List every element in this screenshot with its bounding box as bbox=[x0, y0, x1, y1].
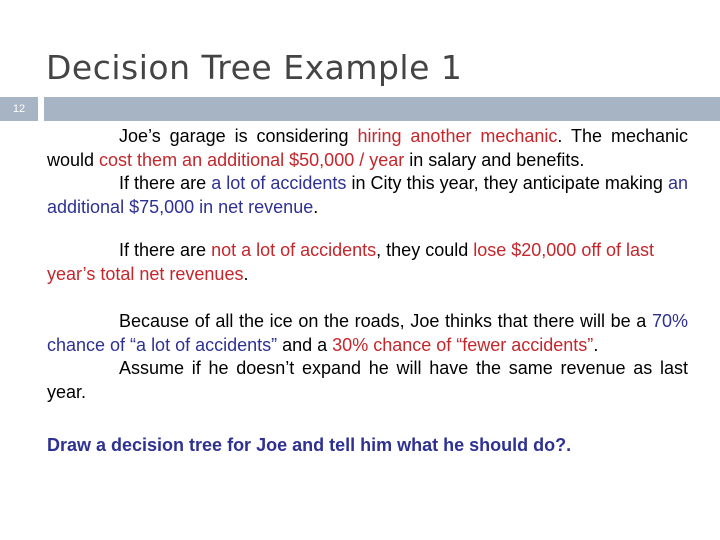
text-run: . The mechanic would bbox=[47, 126, 688, 170]
highlight-revenue-loss: lose $20,000 off of last year’s total net revenues bbox=[47, 240, 655, 284]
text-run: . bbox=[313, 196, 319, 217]
spacer bbox=[47, 219, 688, 239]
spacer bbox=[47, 404, 688, 434]
paragraph-hire-cost bbox=[47, 125, 688, 172]
text-run: Because of all the ice on the roads, Joe thinks that there will be a bbox=[119, 311, 652, 331]
text-run: in City this year, they anticipate making bbox=[346, 173, 668, 193]
slide-title: Decision Tree Example 1 bbox=[46, 48, 463, 87]
paragraph-few-accidents bbox=[47, 239, 688, 286]
highlight-accidents: a lot of accidents bbox=[211, 173, 347, 193]
text-run: If there are bbox=[119, 240, 212, 260]
text-run: . bbox=[243, 263, 249, 284]
highlight-cost: cost them an additional $50,000 / year bbox=[99, 149, 405, 170]
text-run: Joe’s garage is considering bbox=[119, 126, 358, 146]
highlight-not-many-accidents: not a lot of accidents bbox=[211, 240, 377, 260]
text-run: If there are bbox=[119, 173, 212, 193]
highlight-prob-lots: 70% chance of “a lot of accidents” bbox=[47, 311, 688, 355]
highlight-prob-fewer: 30% chance of “fewer accidents” bbox=[332, 334, 594, 355]
question-prompt: Draw a decision tree for Joe and tell him what he should do?. bbox=[47, 435, 572, 455]
highlight-hiring: hiring another mechanic bbox=[357, 126, 558, 146]
highlight-revenue-gain: an additional $75,000 in net revenue bbox=[47, 173, 688, 217]
paragraph-lots-of-accidents bbox=[47, 172, 688, 219]
text-run: in salary and benefits. bbox=[404, 149, 585, 170]
spacer bbox=[47, 286, 688, 310]
text-run: , they could bbox=[376, 240, 474, 260]
slide-number: 12 bbox=[0, 97, 38, 121]
slide-body bbox=[47, 125, 688, 458]
text-run: . bbox=[593, 334, 599, 355]
paragraph-probabilities bbox=[47, 310, 688, 357]
title-underline-bar bbox=[44, 97, 720, 121]
text-run: and a bbox=[277, 334, 333, 355]
paragraph-no-expand bbox=[47, 357, 688, 404]
text-run: Assume if he doesn’t expand he will have the same revenue as last year. bbox=[47, 358, 688, 402]
